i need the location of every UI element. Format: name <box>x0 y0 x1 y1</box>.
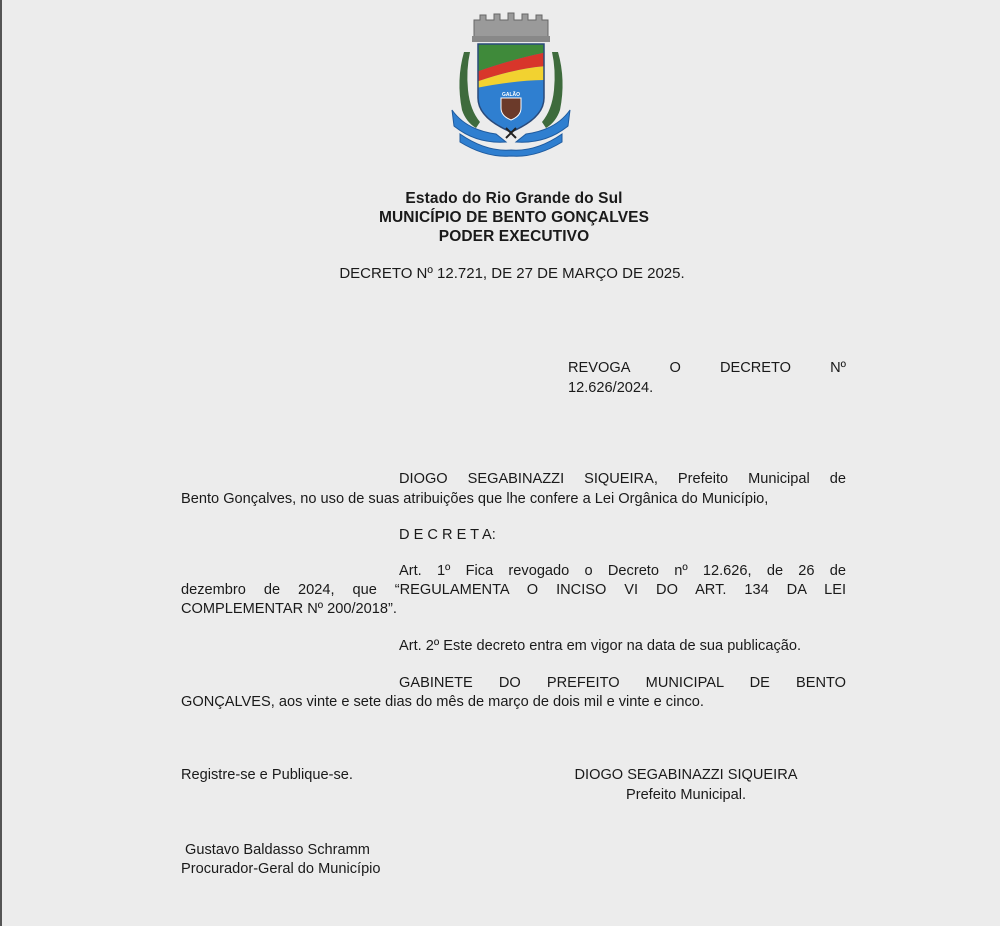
art1-line-3: COMPLEMENTAR Nº 200/2018”. <box>181 601 397 617</box>
decree-title: DECRETO Nº 12.721, DE 27 DE MARÇO DE 2025. <box>339 265 685 282</box>
ementa-word: Nº <box>830 360 846 376</box>
preamble-word: Prefeito <box>677 471 729 487</box>
preamble-word: SEGABINAZZI <box>467 471 565 487</box>
preamble-word: de <box>829 471 846 487</box>
closing-line-2: GONÇALVES, aos vinte e sete dias do mês de março de dois mil e vinte e cinco. <box>181 694 704 710</box>
svg-text:GALÃO: GALÃO <box>501 92 521 98</box>
ementa <box>568 358 846 398</box>
preamble-line-1 <box>399 469 846 489</box>
ementa-line-1 <box>568 358 846 378</box>
preamble-line-2: Bento Gonçalves, no uso de suas atribuições que lhe confere a Lei Orgânica do Município, <box>181 491 769 507</box>
ementa-line-2: 12.626/2024. <box>568 380 654 396</box>
preamble-word: Municipal <box>748 471 810 487</box>
preamble-word: DIOGO <box>399 471 448 487</box>
register-publish: Registre-se e Publique-se. <box>181 767 353 783</box>
branch-heading: PODER EXECUTIVO <box>438 228 590 245</box>
mayor-title: Prefeito Municipal. <box>625 787 747 803</box>
mayor-name: DIOGO SEGABINAZZI SIQUEIRA <box>574 767 798 783</box>
ementa-word: REVOGA <box>568 360 631 376</box>
decreta-heading: D E C R E T A: <box>399 527 496 543</box>
art2: Art. 2º Este decreto entra em vigor na data de sua publicação. <box>399 638 802 654</box>
art1-line-1: Art. 1º Fica revogado o Decreto nº 12.626, de 26 de <box>399 563 846 579</box>
closing-line-1: GABINETE DO PREFEITO MUNICIPAL DE BENTO <box>399 675 846 691</box>
preamble-word: SIQUEIRA, <box>584 471 658 487</box>
coat-of-arms-icon <box>446 10 576 158</box>
attorney-name: Gustavo Baldasso Schramm <box>185 842 370 858</box>
state-heading: Estado do Rio Grande do Sul <box>405 190 623 207</box>
municipality-heading: MUNICÍPIO DE BENTO GONÇALVES <box>378 209 650 226</box>
art1-line-2: dezembro de 2024, que “REGULAMENTA O INCISO VI DO ART. 134 DA LEI <box>181 582 846 598</box>
ementa-word: O <box>669 360 681 376</box>
attorney-title: Procurador-Geral do Município <box>181 861 381 877</box>
ementa-word: DECRETO <box>719 360 792 376</box>
